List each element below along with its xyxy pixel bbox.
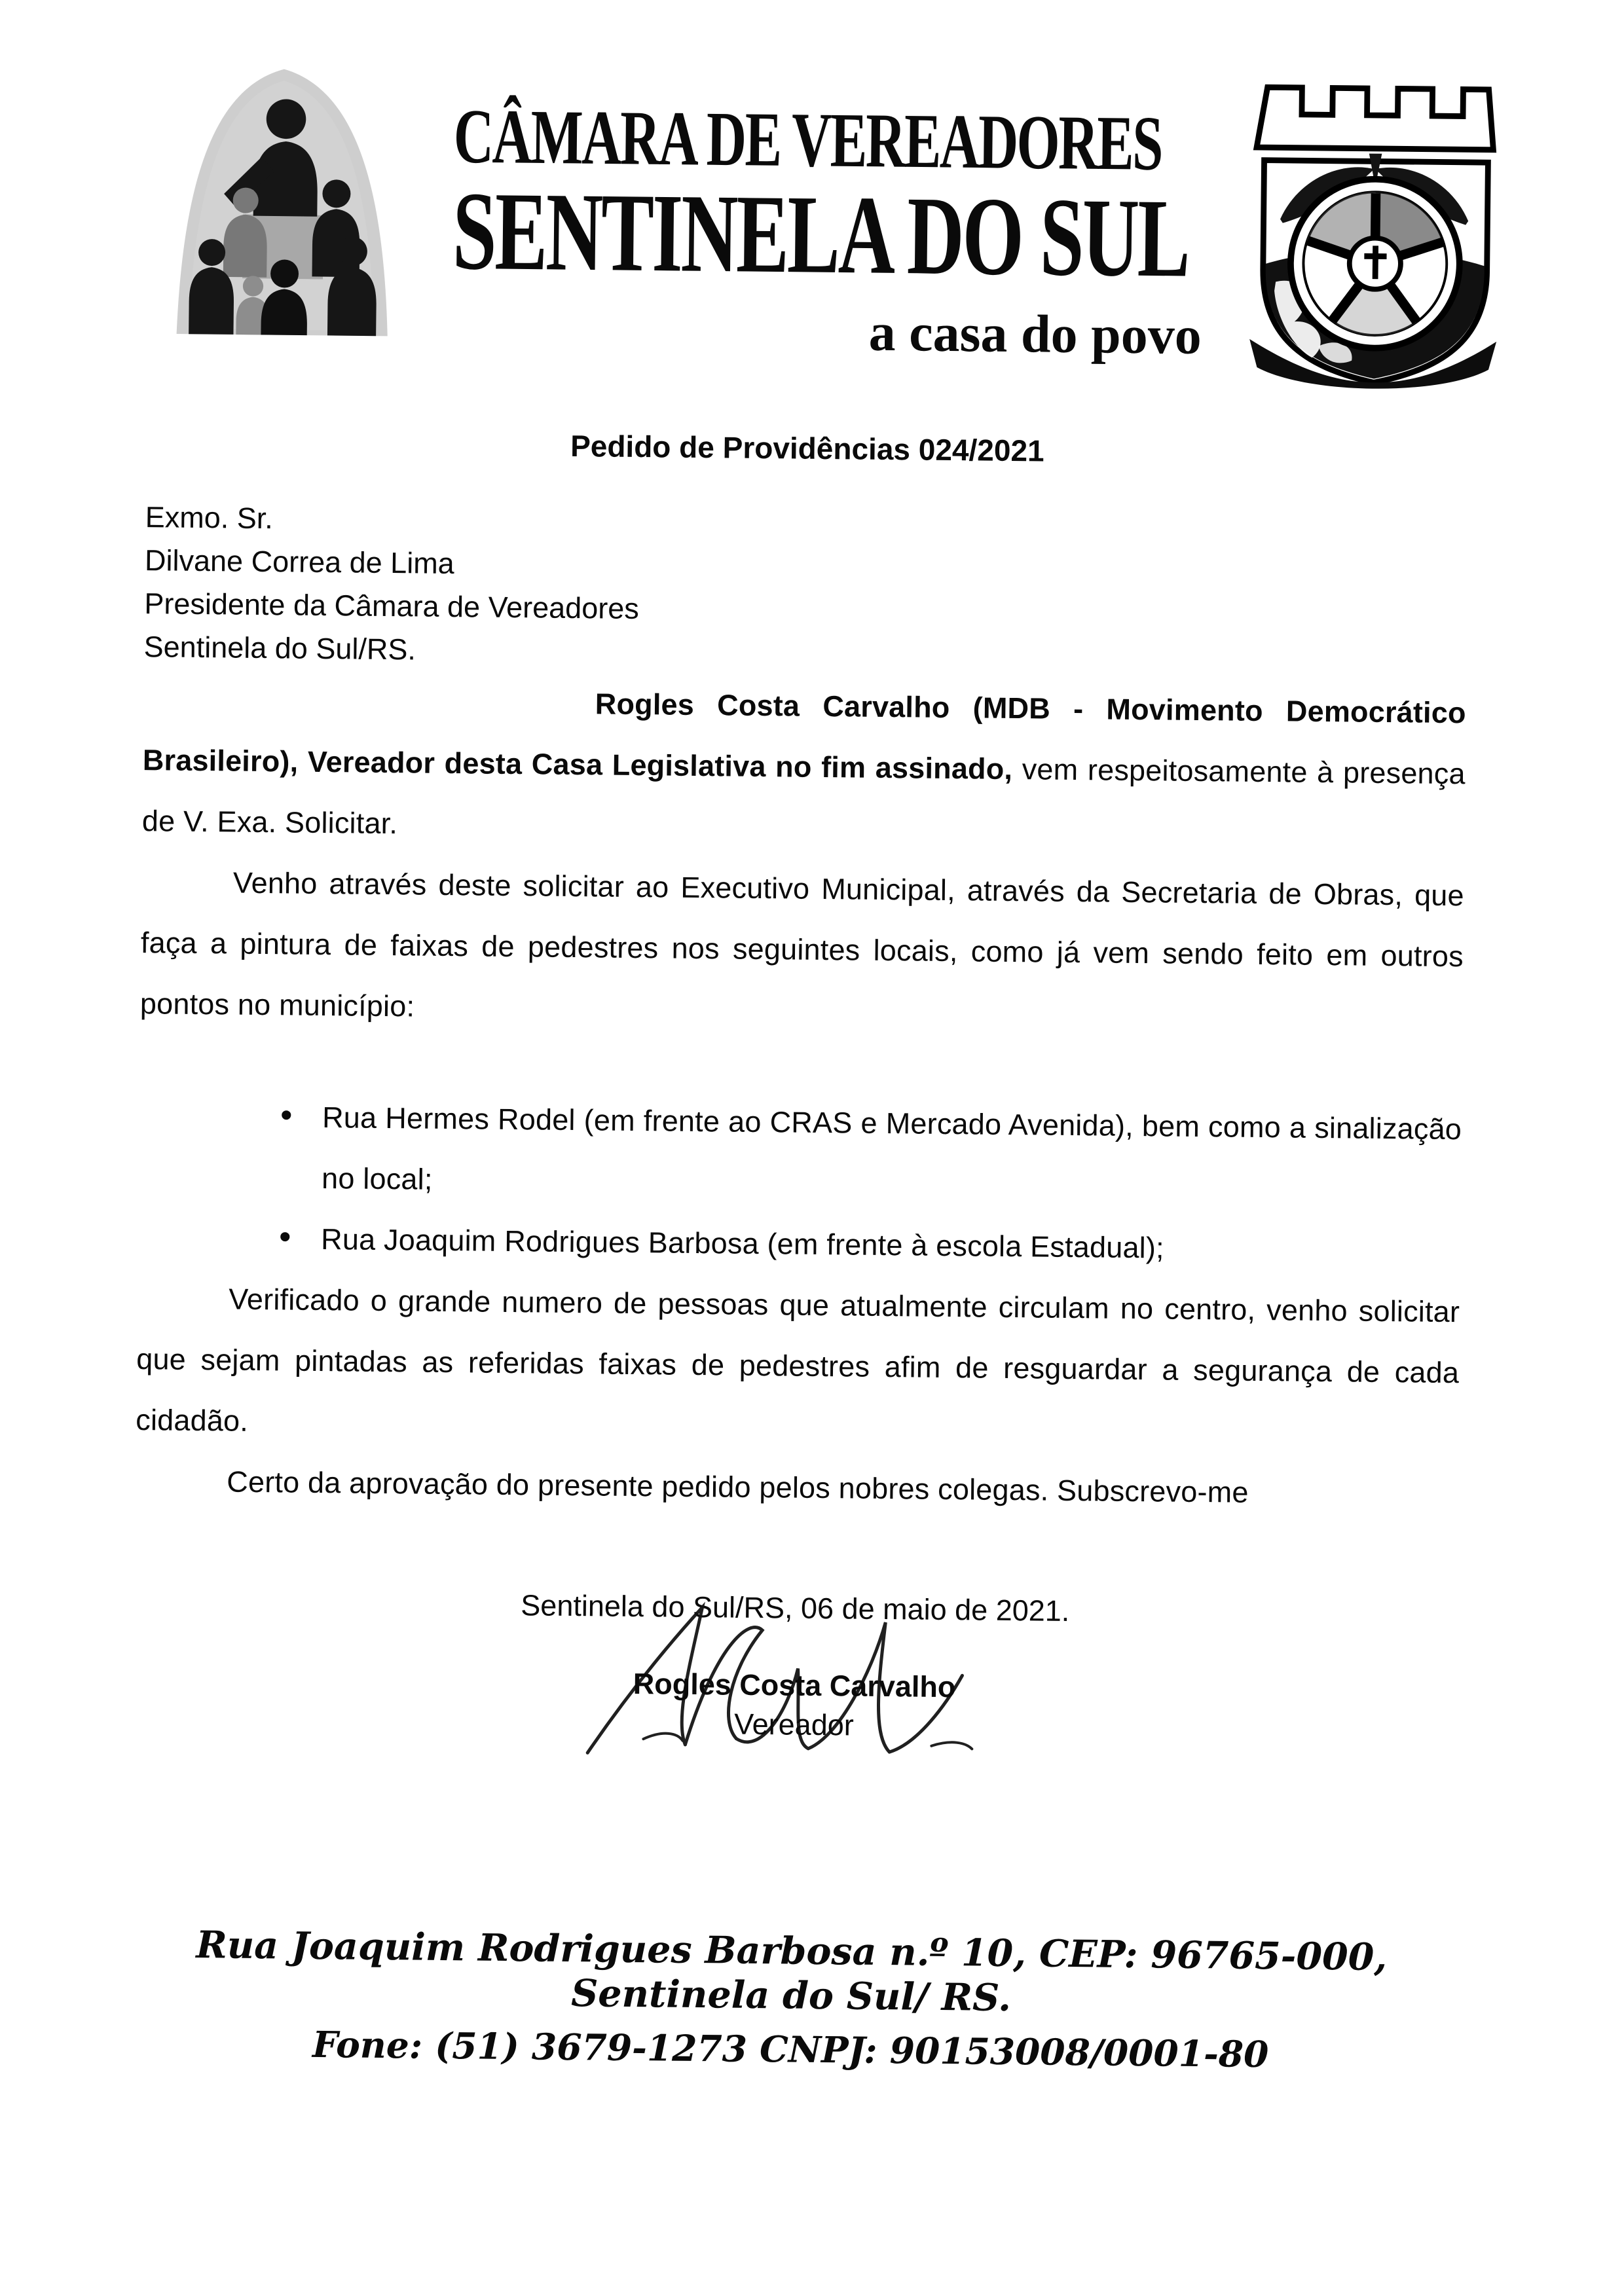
place-date-line: Sentinela do Sul/RS, 06 de maio de 2021. (521, 1588, 1070, 1628)
letterhead (147, 58, 1473, 399)
footer-phone-cnpj: Fone: (51) 3679-1273 CNPJ: 90153008/0001-80 (312, 2022, 1269, 2075)
recipient-role: Presidente da Câmara de Vereadores (144, 587, 640, 626)
brand-line1: CÂMARA DE VEREADORES (453, 93, 1162, 187)
document-title: Pedido de Providências 024/2021 (570, 428, 1044, 468)
paragraph-request: Venho através deste solicitar ao Executivo Municipal, através da Secretaria de Obras, que faça a pintura de faixas de pedestres nos seguintes locais, como já vem sendo feito em outros pontos no município: (139, 866, 1465, 1023)
municipal-coat-of-arms-icon (1235, 70, 1513, 400)
paragraph-introduction-normal: vem respeitosamente à presença de V. Exa. Solicitar. (141, 752, 1466, 841)
signatory-name: Rogles Costa Carvalho (633, 1667, 956, 1704)
recipient-salutation: Exmo. Sr. (145, 500, 274, 536)
paragraph-introduction-bold: Rogles Costa Carvalho (MDB - Movimento Democrático Brasileiro), Vereador desta Casa Legislativa no fim assinado, (142, 687, 1466, 786)
brand-line2: SENTINELA DO SUL (452, 168, 1189, 301)
letterhead-titles (451, 62, 1204, 363)
footer-address: Rua Joaquim Rodrigues Barbosa n.º 10, CEP: 96765-000, Sentinela do Sul/ RS. (196, 1923, 1388, 2020)
locations-list (138, 1085, 1462, 1281)
paragraph-justification: Verificado o grande numero de pessoas que atualmente circulam no centro, venho solicitar que sejam pintadas as referidas faixas de pedestres afim de resguardar a segurança de cada cidadão. (136, 1282, 1460, 1438)
paragraph-introduction (141, 668, 1466, 865)
recipient-block (143, 496, 1468, 682)
signature-block (132, 1662, 1456, 1826)
list-item: • Rua Joaquim Rodrigues Barbosa (em frente à escola Estadual); (321, 1209, 1461, 1281)
brand-tagline: a casa do povo (868, 302, 1202, 365)
recipient-name: Dilvane Correa de Lima (144, 543, 455, 581)
list-item: • Rua Hermes Rodel (em frente ao CRAS e Mercado Avenida), bem como a sinalização no local; (322, 1087, 1462, 1220)
paragraph-closing: Certo da aprovação do presente pedido pelos nobres colegas. Subscrevo-me (227, 1465, 1249, 1509)
footer (129, 1922, 1453, 2078)
people-assembly-logo-icon (147, 58, 418, 339)
signatory-role: Vereador (733, 1707, 855, 1742)
recipient-city: Sentinela do Sul/RS. (143, 630, 416, 666)
